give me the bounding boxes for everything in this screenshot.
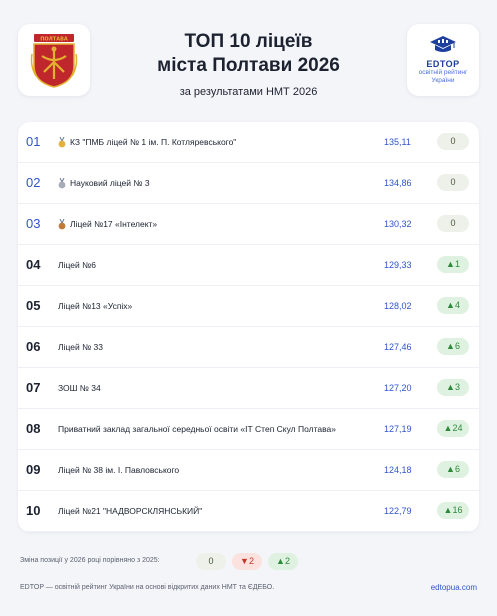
table-row (18, 368, 479, 409)
school-name (58, 286, 358, 326)
silver-medal-icon (58, 178, 66, 189)
rank-number: 09 (26, 462, 41, 477)
position-change-badge: 0 (437, 174, 469, 191)
table-row (18, 409, 479, 450)
page-title (100, 30, 397, 78)
nmt-score: 130,32 (384, 219, 412, 229)
school-name-text: КЗ "ПМБ ліцей № 1 ім. П. Котляревського" (70, 136, 237, 147)
table-row (18, 122, 479, 163)
page-subtitle: за результатами НМТ 2026 (179, 86, 318, 98)
table-row (18, 163, 479, 204)
rank-number: 02 (26, 175, 41, 190)
nmt-score: 127,19 (384, 424, 412, 434)
school-name (58, 122, 358, 162)
position-change-badge: ▲1 (437, 256, 469, 273)
rank-number: 08 (26, 421, 41, 436)
legend-up-badge: ▲2 (268, 553, 298, 570)
title-line-1: ТОП 10 ліцеїв (184, 31, 313, 52)
school-name-text: ЗОШ № 34 (58, 382, 101, 393)
table-row (18, 204, 479, 245)
svg-text:ПОЛТАВА: ПОЛТАВА (40, 36, 68, 43)
rank-number: 06 (26, 339, 41, 354)
position-change-badge: ▲4 (437, 297, 469, 314)
position-change-badge: ▲24 (437, 420, 469, 437)
position-change-badge: ▲3 (437, 379, 469, 396)
edtop-tagline-1: освітній рейтинг (418, 69, 468, 76)
bronze-medal-icon (58, 219, 66, 230)
legend-no-change-badge: 0 (196, 553, 226, 570)
school-name-text: Ліцей №21 "НАДВОРСКЛЯНСЬКИЙ" (58, 505, 203, 516)
title-line-2: міста Полтави 2026 (157, 55, 340, 76)
position-change-badge: 0 (437, 133, 469, 150)
gold-medal-icon (58, 137, 66, 148)
nmt-score: 127,20 (384, 383, 412, 393)
edtop-tagline-2: України (431, 77, 455, 84)
legend-text: Зміна позиції у 2026 році порівняно з 2025: (20, 557, 160, 564)
position-change-badge: ▲16 (437, 502, 469, 519)
poltava-crest-logo (18, 24, 90, 96)
nmt-score: 135,11 (384, 137, 411, 147)
table-row (18, 245, 479, 286)
rank-number: 03 (26, 216, 41, 231)
nmt-score: 122,79 (384, 506, 412, 516)
nmt-score: 124,18 (384, 465, 412, 475)
poltava-coat-of-arms-icon (28, 32, 80, 88)
position-change-badge: ▲6 (437, 461, 469, 478)
school-name-text: Ліцей №17 «Інтелект» (70, 218, 158, 229)
rank-number: 04 (26, 257, 41, 272)
school-name (58, 491, 358, 531)
nmt-score: 129,33 (384, 260, 412, 270)
school-name (58, 409, 358, 449)
school-name-text: Ліцей №13 «Успіх» (58, 300, 133, 311)
nmt-score: 128,02 (384, 301, 412, 311)
school-name-text: Ліцей № 38 ім. І. Павловського (58, 464, 180, 475)
table-row (18, 286, 479, 327)
ranking-table (18, 122, 479, 532)
table-row (18, 327, 479, 368)
school-name (58, 368, 358, 408)
school-name (58, 204, 358, 244)
school-name-text: Ліцей №6 (58, 259, 96, 270)
school-name-text: Науковий ліцей № 3 (70, 177, 150, 188)
school-name (58, 327, 358, 367)
nmt-score: 127,46 (384, 342, 412, 352)
edtop-brand-name: EDTOP (426, 59, 460, 69)
school-name-text: Приватний заклад загальної середньої освіти «ІТ Степ Скул Полтава» (58, 423, 337, 434)
rank-number: 05 (26, 298, 41, 313)
legend-down-badge: ▼2 (232, 553, 262, 570)
position-change-badge: 0 (437, 215, 469, 232)
footer-site-link[interactable]: edtopua.com (430, 583, 477, 592)
edtop-logo (407, 24, 479, 96)
school-name (58, 245, 358, 285)
table-row (18, 491, 479, 532)
rank-number: 10 (26, 503, 41, 518)
position-change-badge: ▲6 (437, 338, 469, 355)
rank-number: 01 (26, 134, 41, 149)
nmt-score: 134,86 (384, 178, 412, 188)
graduation-cap-icon (429, 34, 457, 56)
rank-number: 07 (26, 380, 41, 395)
footer-note: EDTOP — освітній рейтинг України на основі відкритих даних НМТ та ЄДЕБО. (20, 584, 275, 591)
school-name (58, 163, 358, 203)
table-row (18, 450, 479, 491)
header (0, 0, 497, 118)
school-name (58, 450, 358, 490)
school-name-text: Ліцей № 33 (58, 341, 104, 352)
